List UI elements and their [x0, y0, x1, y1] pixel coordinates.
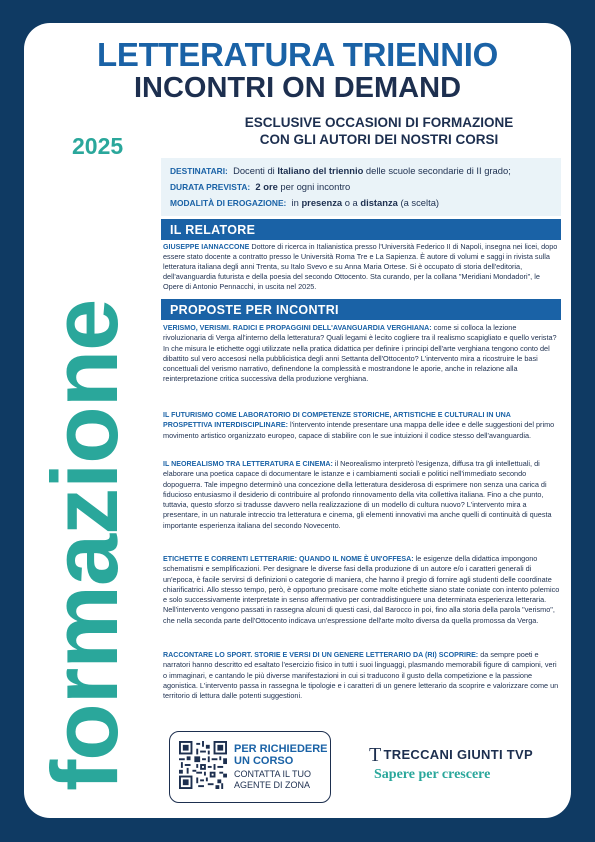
durata-text: per ogni incontro: [277, 181, 351, 192]
info-durata: [170, 179, 554, 195]
proposta-title: IL NEOREALISMO TRA LETTERATURA E CINEMA:: [163, 460, 333, 468]
info-destinatari: [170, 163, 554, 179]
proposta-title: ETICHETTE E CORRENTI LETTERARIE: QUANDO IL NOME È UN'OFFESA:: [163, 555, 414, 563]
cta-line-4: AGENTE DI ZONA: [234, 780, 311, 790]
brand-name: TRECCANI GIUNTI TVP: [383, 747, 533, 762]
destinatari-text: Docenti di: [233, 165, 278, 176]
modalita-distanza: distanza: [360, 197, 398, 208]
cta-subtext: [234, 769, 311, 791]
request-course-box[interactable]: [169, 731, 331, 803]
cta-heading: [234, 743, 328, 767]
cta-line-3: CONTATTA IL TUO: [234, 769, 312, 779]
subtitle: INCONTRI ON DEMAND: [133, 72, 462, 104]
modalita-text-c: o a: [342, 197, 361, 208]
modalita-label: MODALITÀ DI EROGAZIONE:: [170, 198, 287, 208]
tagline-line-2: CON GLI AUTORI DEI NOSTRI CORSI: [259, 132, 499, 147]
proposta-2: [161, 410, 561, 441]
proposta-3: [161, 459, 561, 531]
proposta-title: VERISMO, VERISMI. RADICI E PROPAGGINI DELL'AVANGUARDIA VERGHIANA:: [163, 324, 432, 332]
modalita-text-a: in: [291, 197, 302, 208]
proposta-text: il Neorealismo interpretò l'esigenza, diffusa tra gli intellettuali, di elaborare una poetica capace di documentare le istanze e i cambiamenti sociali e politici nell'immediato secondo dopoguerra. Tale impegno determinò una concezione della letteratura desiderosa di esprimere non senza una carica di fiducioso entusiasmo il desiderio di contribuire al profondo rinnovamento della vita collettiva italiana. Fino a che punto, tuttavia, questo sforzo si tradusse davvero nella realizzazione di un modello di cultura nuovo? L'intervento mira a presentare, in un naturale intreccio tra letteratura e cinema, gli elementi innovativi ma anche quelli di continuità di questa importante esperienza italiana del secondo Novecento.: [163, 459, 552, 530]
destinatari-text-end: delle scuole secondarie di II grado;: [363, 165, 511, 176]
proposta-title: RACCONTARE LO SPORT. STORIE E VERSI DI UN GENERE LETTERARIO DA (RI) SCOPRIRE:: [163, 651, 479, 659]
destinatari-label: DESTINATARI:: [170, 166, 228, 176]
proposta-text: l'intervento intende presentare una mappa delle idee e delle suggestioni del primo movimento artistico organizzato europeo, capace di stabilire con le sue intuizioni il codice stesso dell'avanguardia.: [163, 420, 555, 440]
relatore-text: Dottore di ricerca in Italianistica presso l'Università Federico II di Napoli, insegna nei licei, dopo essere stato docente a contratto presso le Università Roma Tre e La Sapienza. È autore di volumi e saggi in rivista sulla letteratura italiana degli anni Trenta, su Italo Svevo e su Anna Maria Ortese. Si è occupato di storia dell'editoria, dell'avanguardia futurista e della poesia del secondo Ottocento. Sta curando, per la collana "Meridiani Mondadori", le Opere di Antonio Pennacchi, in uscita nel 2025.: [163, 242, 558, 291]
brand-motto: Sapere per crescere: [374, 767, 491, 782]
durata-label: DURATA PREVISTA:: [170, 182, 251, 192]
proposta-text: da sempre poeti e narratori hanno descritto ed esaltato l'esercizio fisico in tutti i suoi linguaggi, plasmando memorabili figure di campioni, veri o immaginari, e cantando le più diverse manifestazioni in cui si traducono il gusto della competizione e la passione agonistica. L'intervento passa in rassegna le tipologie e i caratteri di un genere letterario da scoprire e valorizzare come un territorio di lettura dalle potenti suggestioni.: [163, 650, 559, 701]
relatore-heading: IL RELATORE: [161, 219, 561, 240]
proposte-heading: PROPOSTE PER INCONTRI: [161, 299, 561, 320]
vertical-word: formazione: [32, 299, 137, 791]
tagline-line-1: ESCLUSIVE OCCASIONI DI FORMAZIONE: [244, 115, 514, 130]
year: 2025: [72, 133, 124, 159]
proposta-title: IL FUTURISMO COME LABORATORIO DI COMPETENZE STORICHE, ARTISTICHE E CULTURALI IN UNA PROSPETTIVA INTERDISCIPLINARE:: [163, 411, 511, 430]
info-box: [161, 158, 561, 216]
brand-logo: [369, 744, 533, 767]
relatore-bio: [161, 242, 561, 292]
durata-bold: 2 ore: [255, 181, 278, 192]
modalita-presenza: presenza: [301, 197, 343, 208]
info-modalita: [170, 195, 554, 211]
modalita-text-e: (a scelta): [397, 197, 440, 208]
cta-line-2: UN CORSO: [234, 755, 294, 767]
proposta-1: [161, 323, 561, 385]
qr-code-icon[interactable]: [179, 741, 227, 789]
treccani-logo-icon: T: [369, 744, 382, 766]
proposta-5: [161, 650, 561, 701]
proposta-text: le esigenze della didattica impongono schematismi e semplificazioni. Per designare le diverse fasi della produzione di un autore e/o i caratteri generali di un'epoca, è facile servirsi di definizioni o categorie di maniera, che hanno il pregio di fornire agli studenti delle coordinate chiarificatrici. Allo stesso tempo, però, è opportuno precisare come molte etichette siano state coniate con intento polemico e solo successivamente interpretate in senso affermativo per contraddistinguere una determinata esperienza letteraria. Nell'intervento vengono passati in rassegna alcuni di questi casi, dal Barocco in poi, fino alla storia della parola "verismo", che nella seconda parte dell'Ottocento indicava un'espressione dell'arte molto diversa da quella promossa da Verga.: [163, 554, 560, 625]
destinatari-bold: Italiano del triennio: [277, 165, 364, 176]
flyer-card: [24, 23, 571, 818]
proposta-text: come si colloca la lezione rivoluzionaria di Verga all'interno della letteratura? Quali legami è lecito cogliere tra il realismo scapigliato e quello verista? In che misura le etichette oggi utilizzate nella pratica didattica per definire i principi dell'arte verghiana tengono conto del dibattito sul vero accesosi nella pubblicistica degli anni Settanta dell'Ottocento? L'intervento mira a ricostruire le basi concettuali del verismo narrativo, definendone la complessità e mostrandone le aporie, anche in relazione alla reinterpretazione critica successiva della produzione verghiana.: [163, 323, 557, 384]
proposta-4: [161, 554, 561, 626]
cta-line-1: PER RICHIEDERE: [234, 743, 328, 755]
relatore-name: GIUSEPPE IANNACCONE: [163, 243, 250, 251]
tagline: [199, 114, 559, 148]
title: LETTERATURA TRIENNIO: [97, 36, 498, 73]
